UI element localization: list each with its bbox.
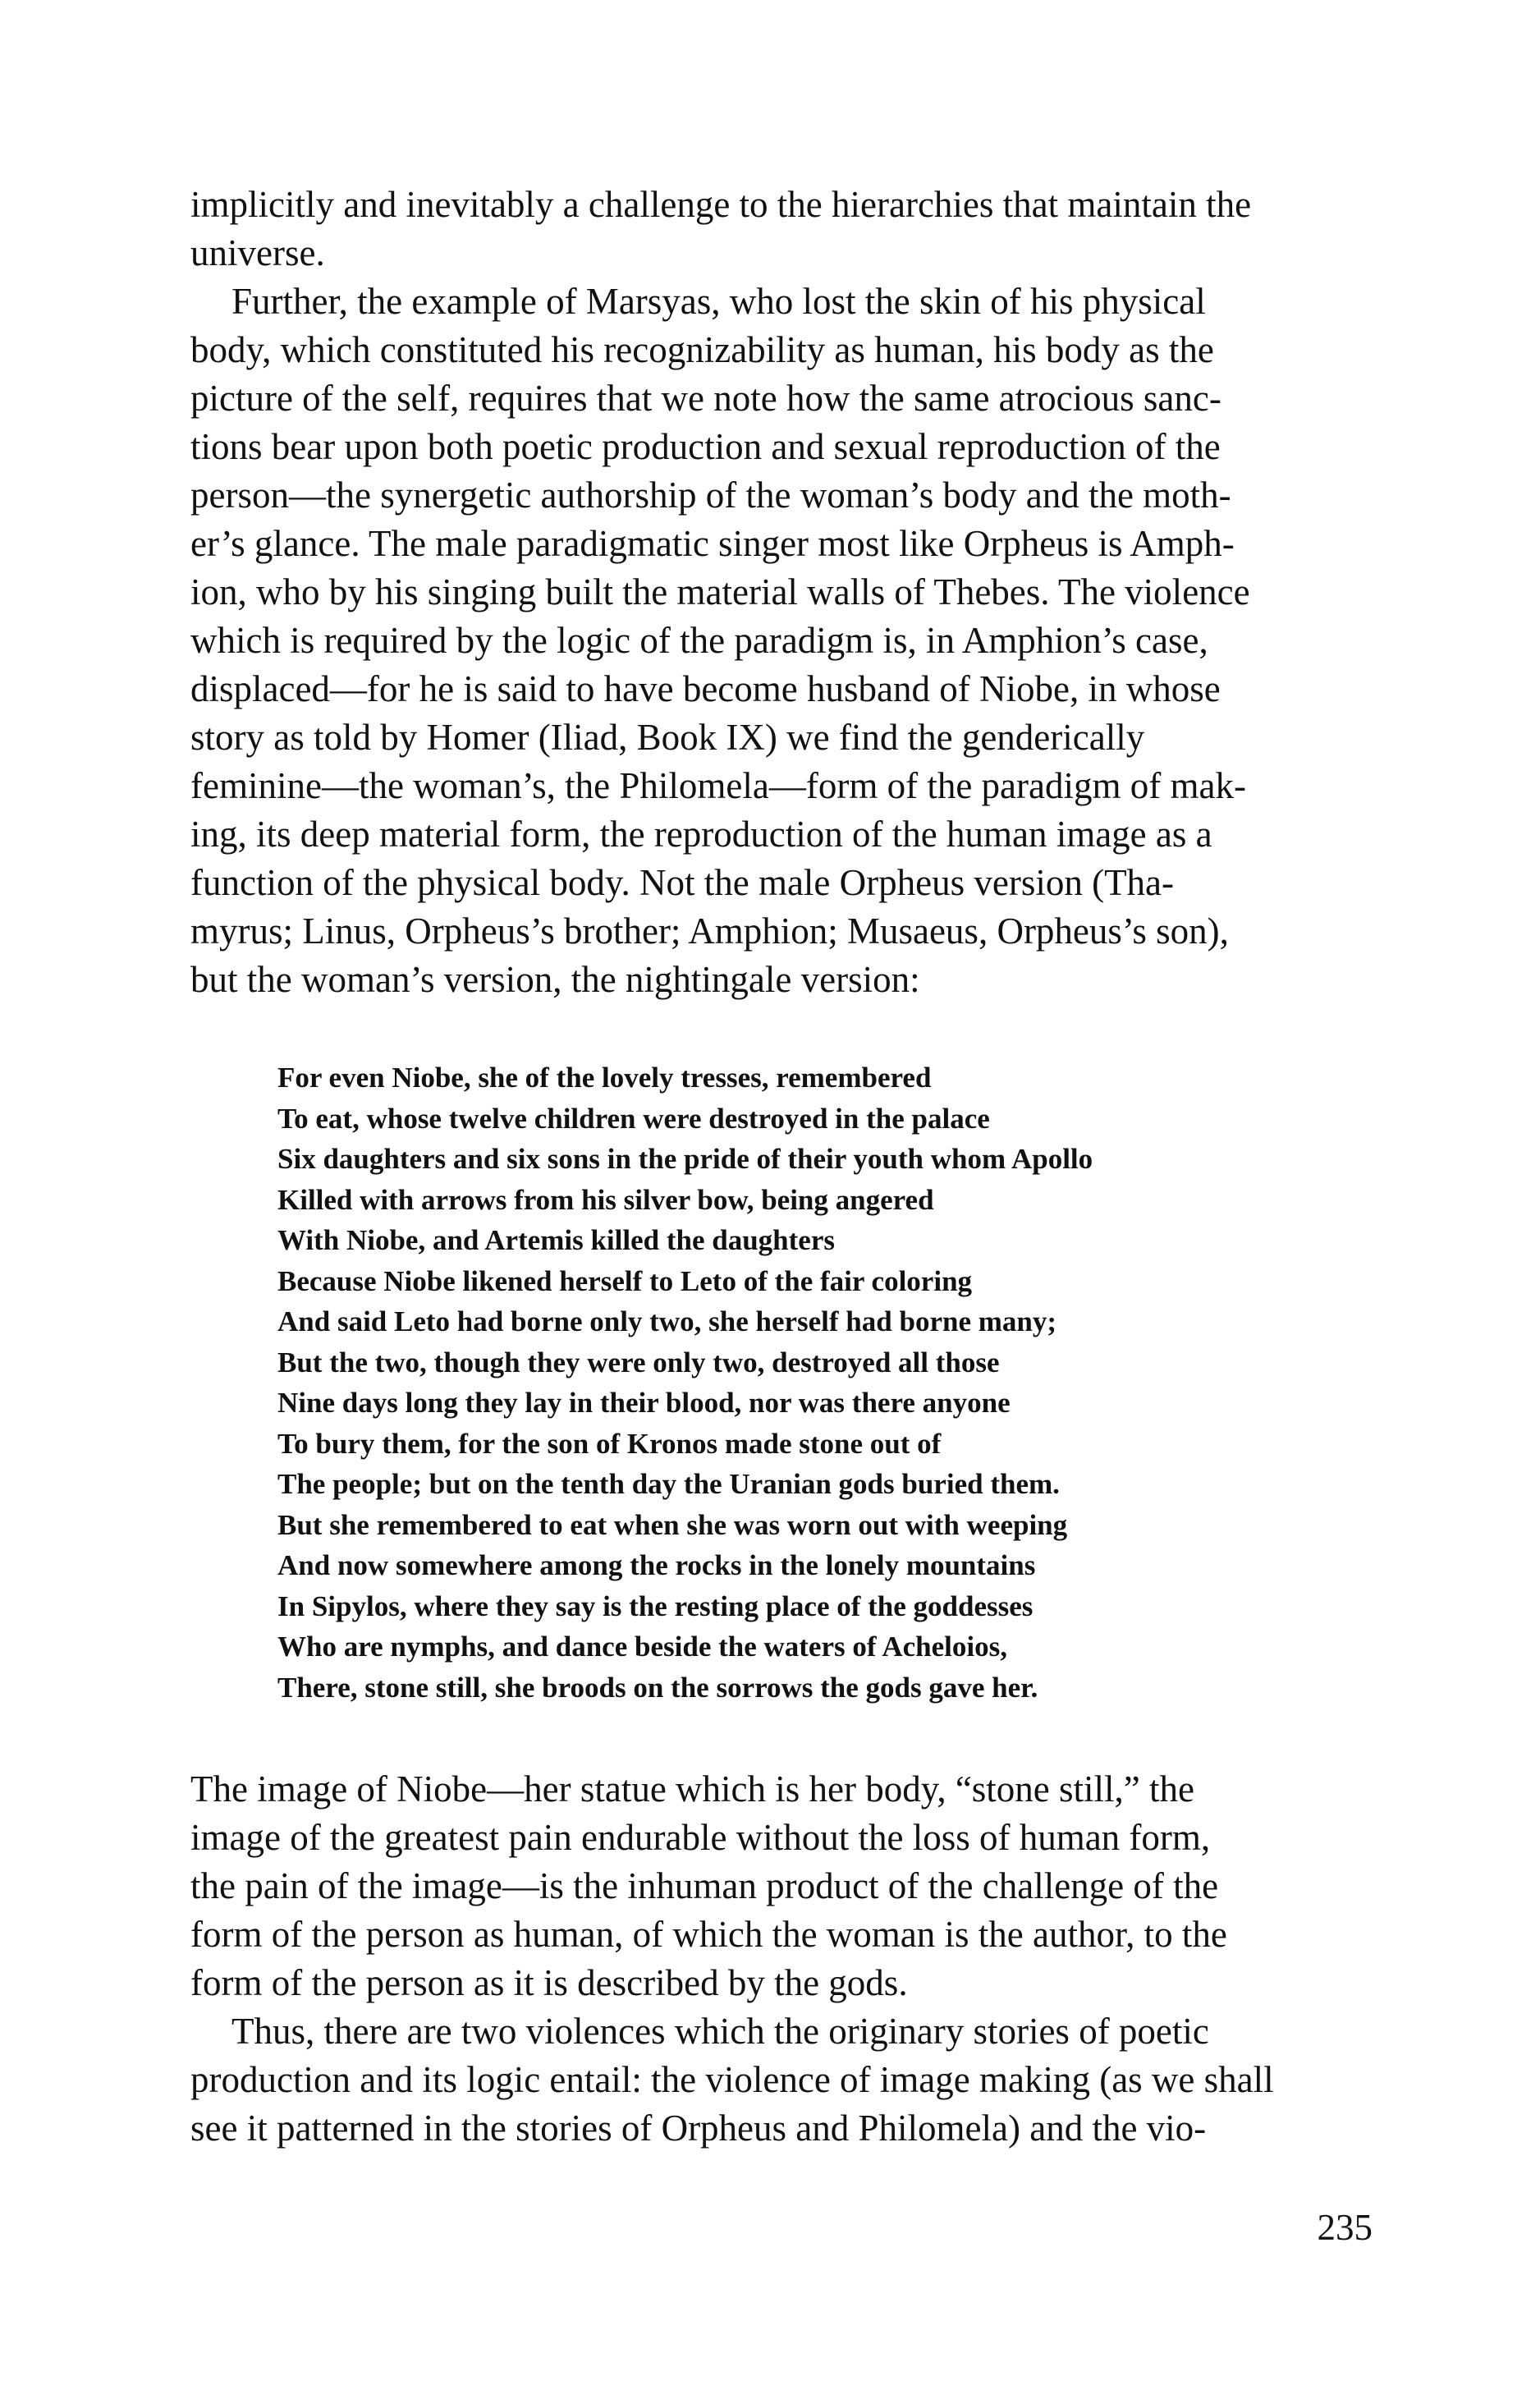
text-line: form of the person as human, of which the woman is the author, to the <box>190 1914 1227 1955</box>
text-line: feminine—the woman’s, the Philomela—form of the paradigm of mak- <box>190 765 1246 806</box>
page-number: 235 <box>1317 2207 1373 2248</box>
text-line: picture of the self, requires that we note how the same atrocious sanc- <box>190 378 1221 419</box>
text-line: implicitly and inevitably a challenge to the hierarchies that maintain the <box>190 184 1252 225</box>
verse-line: And now somewhere among the rocks in the lonely mountains <box>277 1549 1036 1581</box>
verse-line: The people; but on the tenth day the Uranian gods buried them. <box>277 1468 1060 1500</box>
text-line: Thus, there are two violences which the originary stories of poetic <box>231 2011 1209 2052</box>
text-line: form of the person as it is described by the gods. <box>190 1962 908 2003</box>
text-line: ion, who by his singing built the material walls of Thebes. The violence <box>190 571 1250 612</box>
paragraph-closing <box>190 1765 1373 2153</box>
verse-line: Six daughters and six sons in the pride of their youth whom Apollo <box>277 1143 1093 1175</box>
verse-line: For even Niobe, she of the lovely tresses, remembered <box>277 1062 932 1094</box>
text-line: tions bear upon both poetic production and sexual reproduction of the <box>190 426 1221 467</box>
text-line: see it patterned in the stories of Orpheus and Philomela) and the vio- <box>190 2108 1207 2149</box>
text-line: displaced—for he is said to have become husband of Niobe, in whose <box>190 668 1221 709</box>
verse-line: Nine days long they lay in their blood, nor was there anyone <box>277 1387 1011 1419</box>
text-line: person—the synergetic authorship of the woman’s body and the moth- <box>190 475 1231 516</box>
text-line: production and its logic entail: the violence of image making (as we shall <box>190 2059 1274 2100</box>
text-line: Further, the example of Marsyas, who lost the skin of his physical <box>231 281 1206 322</box>
verse-line: With Niobe, and Artemis killed the daughters <box>277 1224 835 1256</box>
verse-line: There, stone still, she broods on the sorrows the gods gave her. <box>277 1671 1038 1704</box>
verse-line: Killed with arrows from his silver bow, being angered <box>277 1183 934 1216</box>
text-line: the pain of the image—is the inhuman product of the challenge of the <box>190 1865 1219 1906</box>
text-line: er’s glance. The male paradigmatic singer most like Orpheus is Amph- <box>190 523 1235 564</box>
text-line: function of the physical body. Not the male Orpheus version (Tha- <box>190 862 1175 903</box>
text-line: myrus; Linus, Orpheus’s brother; Amphion; Musaeus, Orpheus’s son), <box>190 911 1229 952</box>
text-line: image of the greatest pain endurable without the loss of human form, <box>190 1817 1211 1858</box>
verse-line: Who are nymphs, and dance beside the waters of Acheloios, <box>277 1631 1007 1663</box>
text-line: but the woman’s version, the nightingale version: <box>190 959 920 1000</box>
paragraph-continuation <box>190 181 1373 1004</box>
text-line: which is required by the logic of the paradigm is, in Amphion’s case, <box>190 620 1208 661</box>
text-line: ing, its deep material form, the reproduction of the human image as a <box>190 814 1212 855</box>
verse-line: But she remembered to eat when she was worn out with weeping <box>277 1508 1068 1541</box>
text-line: body, which constituted his recognizability as human, his body as the <box>190 329 1214 370</box>
text-line: The image of Niobe—her statue which is her body, “stone still,” the <box>190 1768 1194 1810</box>
verse-line: To bury them, for the son of Kronos made stone out of <box>277 1427 942 1460</box>
verse-quotation <box>277 1057 1093 1708</box>
text-line: universe. <box>190 232 325 273</box>
verse-line: But the two, though they were only two, destroyed all those <box>277 1346 1000 1378</box>
verse-line: To eat, whose twelve children were destroyed in the palace <box>277 1102 990 1135</box>
text-line: story as told by Homer (Iliad, Book IX) we find the genderically <box>190 717 1145 758</box>
verse-line: And said Leto had borne only two, she herself had borne many; <box>277 1305 1056 1337</box>
verse-line: In Sipylos, where they say is the resting place of the goddesses <box>277 1589 1034 1622</box>
verse-line: Because Niobe likened herself to Leto of the fair coloring <box>277 1264 973 1297</box>
